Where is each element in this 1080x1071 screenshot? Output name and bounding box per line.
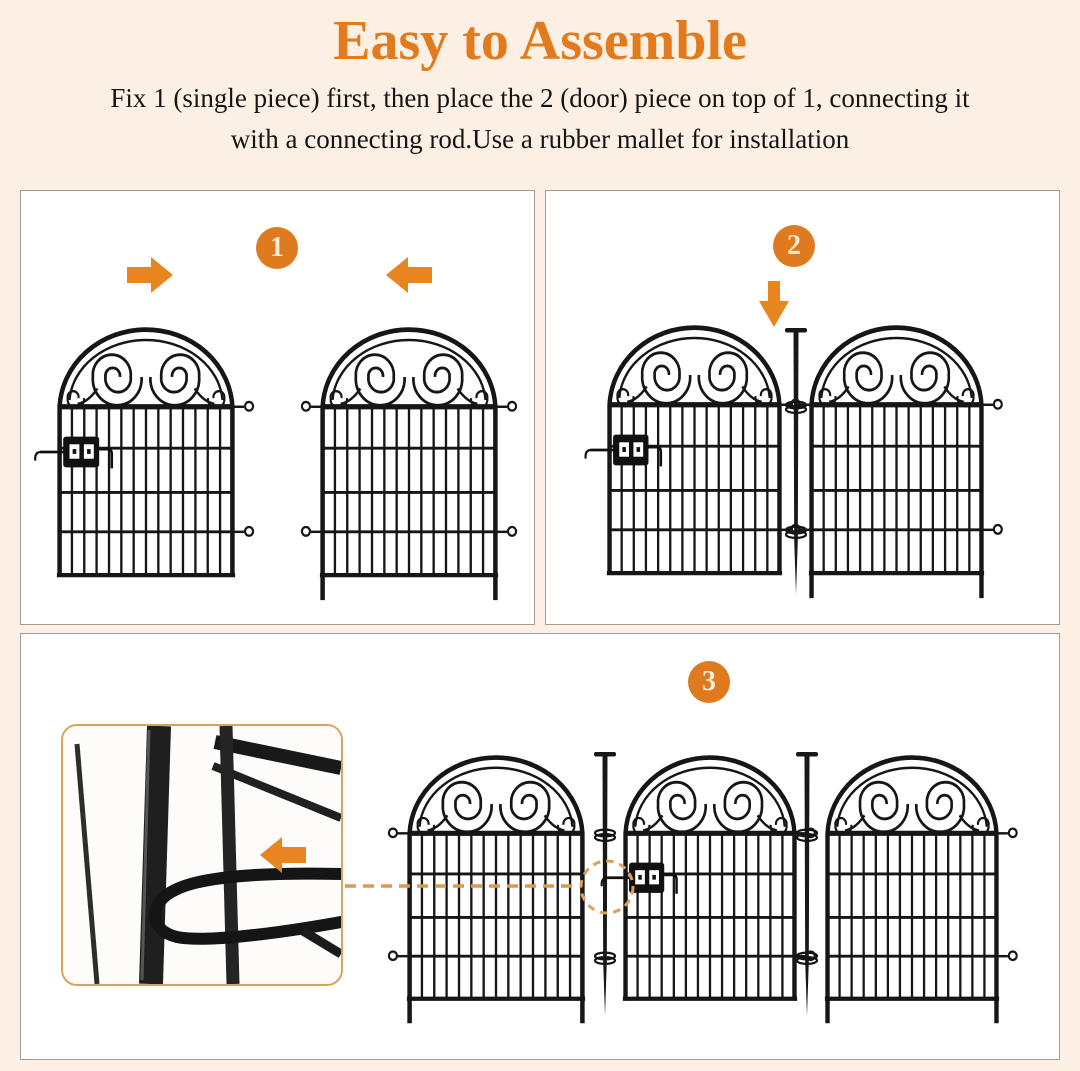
step-2-panel: [545, 190, 1060, 625]
connecting-rod-graphic: [796, 752, 818, 1016]
step-3-panel: [20, 633, 1060, 1060]
fence-panel-graphic: [389, 758, 585, 1024]
subtitle-line-2: with a connecting rod.Use a rubber mallet for installation: [230, 124, 850, 154]
header: [0, 0, 1080, 160]
latch-graphic: [602, 863, 677, 894]
fence-panel-graphic: [825, 758, 1017, 1024]
fence-panel-graphic: [302, 330, 516, 600]
fence-door-graphic: [602, 758, 815, 1001]
page-title: Easy to Assemble: [333, 10, 747, 72]
arrow-right-icon: [127, 257, 173, 293]
step-1-badge: 1: [256, 227, 298, 269]
connecting-rod-graphic: [785, 328, 807, 595]
latch-closeup-photo: [63, 726, 341, 984]
step-1-panel: [20, 190, 535, 625]
fence-door-graphic: [586, 328, 800, 575]
fence-door-graphic: [35, 330, 253, 577]
step-2-badge: 2: [773, 225, 815, 267]
page-subtitle: [0, 78, 1080, 160]
latch-closeup-inset: [61, 724, 343, 986]
step-3-badge: 3: [688, 661, 730, 703]
connecting-rod-graphic: [594, 752, 616, 1016]
arrow-down-icon: [759, 281, 789, 327]
latch-graphic: [35, 437, 112, 469]
latch-graphic: [586, 435, 661, 467]
subtitle-line-1: Fix 1 (single piece) first, then place the 2 (door) piece on top of 1, connecting it: [110, 83, 970, 113]
arrow-left-icon: [386, 257, 432, 293]
fence-panel-graphic: [791, 328, 1002, 598]
